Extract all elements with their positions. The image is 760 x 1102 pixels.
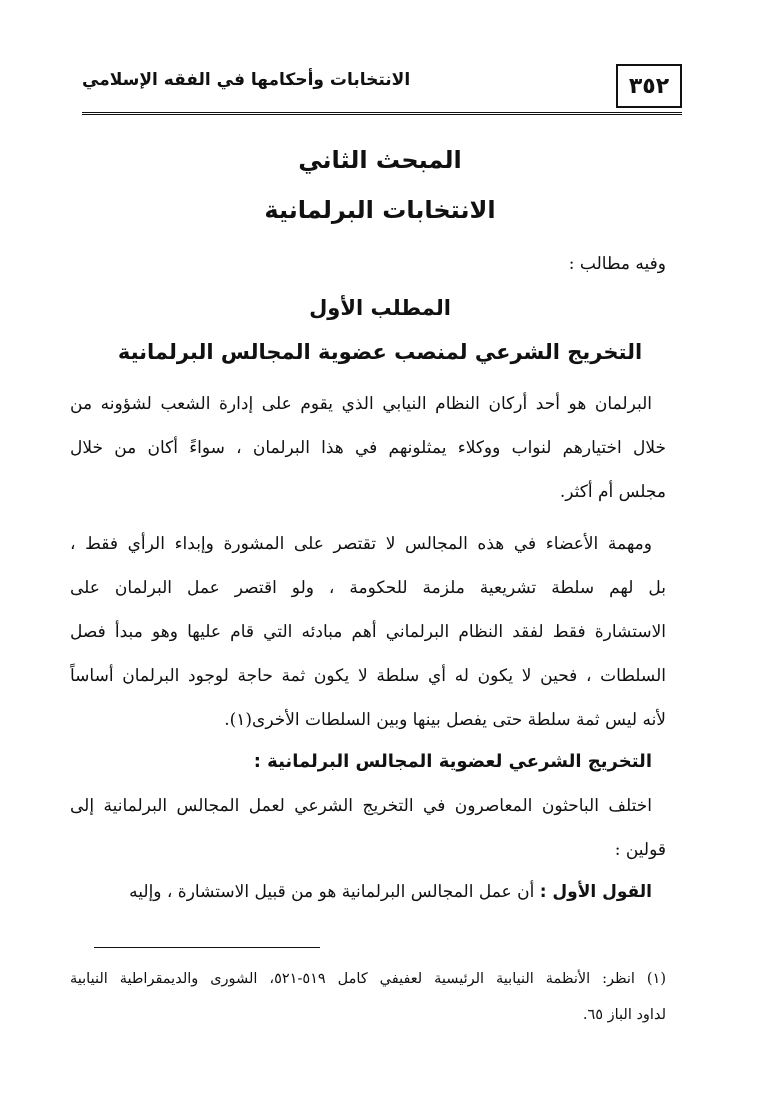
paragraph-1-line-3: مجلس أم أكثر.: [559, 482, 666, 502]
chapter-heading: المبحث الثاني: [298, 146, 462, 174]
intro-text: وفيه مطالب :: [568, 254, 666, 274]
paragraph-2-line-4: السلطات ، فحين لا يكون له أي سلطة لا يكون ثمة حاجة لوجود البرلمان أساساً: [70, 666, 666, 686]
paragraph-2-line-1: ومهمة الأعضاء في هذه المجالس لا تقتصر على المشورة وإبداء الرأي فقط ،: [70, 534, 652, 554]
paragraph-2-line-3: الاستشارة فقط لفقد النظام البرلماني أهم مبادئه التي قام عليها وهو مبدأ فصل: [70, 622, 666, 642]
page-number: ٣٥٢: [616, 64, 682, 108]
paragraph-1-line-2: خلال اختيارهم لنواب ووكلاء يمثلونهم في هذا البرلمان ، سواءً أكان من خلال: [70, 438, 666, 458]
paragraph-2-line-2: بل لهم سلطة تشريعية ملزمة للحكومة ، ولو اقتصر عمل البرلمان على: [70, 578, 666, 598]
footnote-divider: [94, 947, 320, 948]
page-header: [82, 60, 682, 118]
footnote-line-2: لداود الباز ٦٥.: [582, 1007, 666, 1023]
paragraph-3-line-2: قولين :: [614, 840, 666, 860]
section-heading: المطلب الأول: [309, 296, 451, 320]
chapter-title: الانتخابات البرلمانية: [264, 196, 496, 224]
first-opinion-text: أن عمل المجالس البرلمانية هو من قبيل الاستشارة ، وإليه: [129, 882, 535, 902]
subheading: التخريج الشرعي لعضوية المجالس البرلمانية :: [253, 751, 652, 772]
book-title: الانتخابات وأحكامها في الفقه الإسلامي: [82, 70, 411, 90]
paragraph-1-line-1: البرلمان هو أحد أركان النظام النيابي الذي يقوم على إدارة الشعب لشؤونه من: [70, 394, 652, 414]
footnote-line-1: (١) انظر: الأنظمة النيابية الرئيسية لعفيفي كامل ٥١٩-٥٢١، الشورى والديمقراطية النيابية: [70, 971, 666, 987]
paragraph-3-line-1: اختلف الباحثون المعاصرون في التخريج الشرعي لعمل المجالس البرلمانية إلى: [70, 796, 652, 816]
first-opinion: [70, 872, 652, 912]
header-divider: [82, 112, 682, 115]
paragraph-2-line-5: لأنه ليس ثمة سلطة حتى يفصل بينها وبين السلطات الأخرى(١).: [224, 710, 666, 730]
first-opinion-label: القول الأول :: [539, 882, 652, 902]
section-title: التخريج الشرعي لمنصب عضوية المجالس البرلمانية: [117, 340, 643, 364]
